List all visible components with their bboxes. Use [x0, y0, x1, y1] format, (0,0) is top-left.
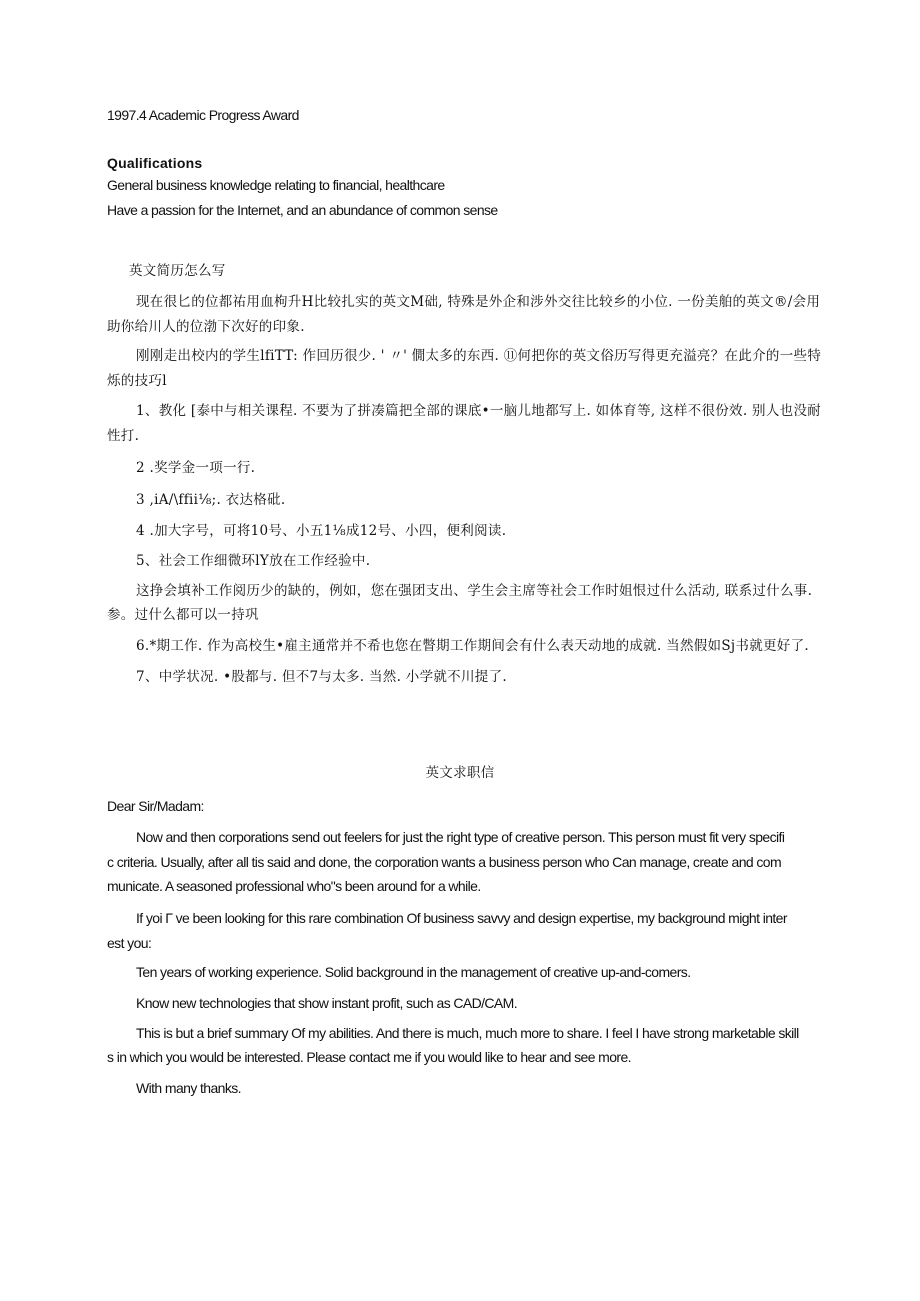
tip-item-5-detail: 这挣会填补工作阅历少的缺的，例如，您在强团支出、学生会主席等社会工作时姐恨过什么活动, 联系过什么事.: [136, 583, 813, 599]
letter-paragraph-4: Know new technologies that show instant profit, such as CAD/CAM.: [136, 995, 518, 1011]
letter-paragraph-5-cont: s in which you would be interested. Please contact me if you would like to hear and see more.: [107, 1049, 631, 1065]
letter-salutation: Dear Sir/Madam:: [107, 798, 204, 814]
letter-paragraph-1-cont: c criteria. Usually, after all tis said and done, the corporation wants a business person who Can manage, create and com: [107, 854, 782, 870]
intro-paragraph-2-cont: 烁的技巧l: [107, 373, 167, 389]
letter-paragraph-3: Ten years of working experience. Solid background in the management of creative up-and-comers.: [136, 964, 691, 980]
letter-paragraph-2: If yoi Γ ve been looking for this rare combination Of business savvy and design expertise, my background might inter: [136, 910, 787, 926]
resume-tips-title: 英文简历怎么写: [129, 263, 226, 279]
tip-item-4: 4 .加大字号，可将10号、小五1⅛成12号、小四，便利阅读.: [136, 523, 507, 539]
tip-item-5-detail-cont: 参。过什么都可以一持巩: [107, 607, 259, 623]
tip-item-7: 7、中学状况. •股都与. 但不7与太多. 当然. 小学就不川提了.: [136, 669, 507, 685]
tip-item-1-cont: 性打.: [107, 428, 140, 444]
letter-paragraph-5: This is but a brief summary Of my abilities. And there is much, much more to share. I feel I have strong marketable skill: [136, 1025, 799, 1041]
letter-paragraph-1-cont: municate. A seasoned professional who"s been around for a while.: [107, 878, 481, 894]
tip-item-3: 3 ,iA/\ffii⅛;. 衣达格砒.: [136, 492, 286, 508]
qualifications-heading: Qualifications: [107, 155, 203, 171]
qualification-item: General business knowledge relating to financial, healthcare: [107, 177, 445, 193]
tip-item-6: 6.*期工作. 作为高校生•雇主通常并不希也您在瞥期工作期间会有什么表天动地的成就. 当然假如Sj书就更好了.: [136, 638, 809, 654]
tip-item-5: 5、社会工作细微环lY放在工作经验中.: [136, 553, 371, 569]
cover-letter-title: 英文求职信: [425, 765, 495, 781]
intro-paragraph-2: 刚刚走出校内的学生lfiTT: 作回历很少. ' 〃' 僩太多的东西. ⑪何把你的英文俗历写得更充溢亮？在此介的一些特: [136, 348, 822, 364]
letter-closing: With many thanks.: [136, 1080, 241, 1096]
intro-paragraph-1-cont: 助你给川人的位渤下次好的印象.: [107, 319, 305, 335]
award-line: 1997.4 Academic Progress Award: [107, 107, 299, 123]
letter-paragraph-1: Now and then corporations send out feelers for just the right type of creative person. This person must fit very specifi: [136, 829, 785, 845]
letter-paragraph-2-cont: est you:: [107, 935, 152, 951]
tip-item-1: 1、教化 [泰中与相关课程. 不要为了拼凑篇把全部的课底•一脑儿地都写上. 如体育等, 这样不很份效. 别人也没耐: [136, 403, 822, 419]
tip-item-2: 2 .奖学金一项一行.: [136, 460, 256, 476]
qualification-item: Have a passion for the Internet, and an abundance of common sense: [107, 202, 498, 218]
intro-paragraph-1: 现在很匕的位都祐用血枸升H比较扎实的英文M础, 特殊是外企和涉外交往比较乡的小位. 一份美舶的英文®/会用: [136, 294, 821, 310]
